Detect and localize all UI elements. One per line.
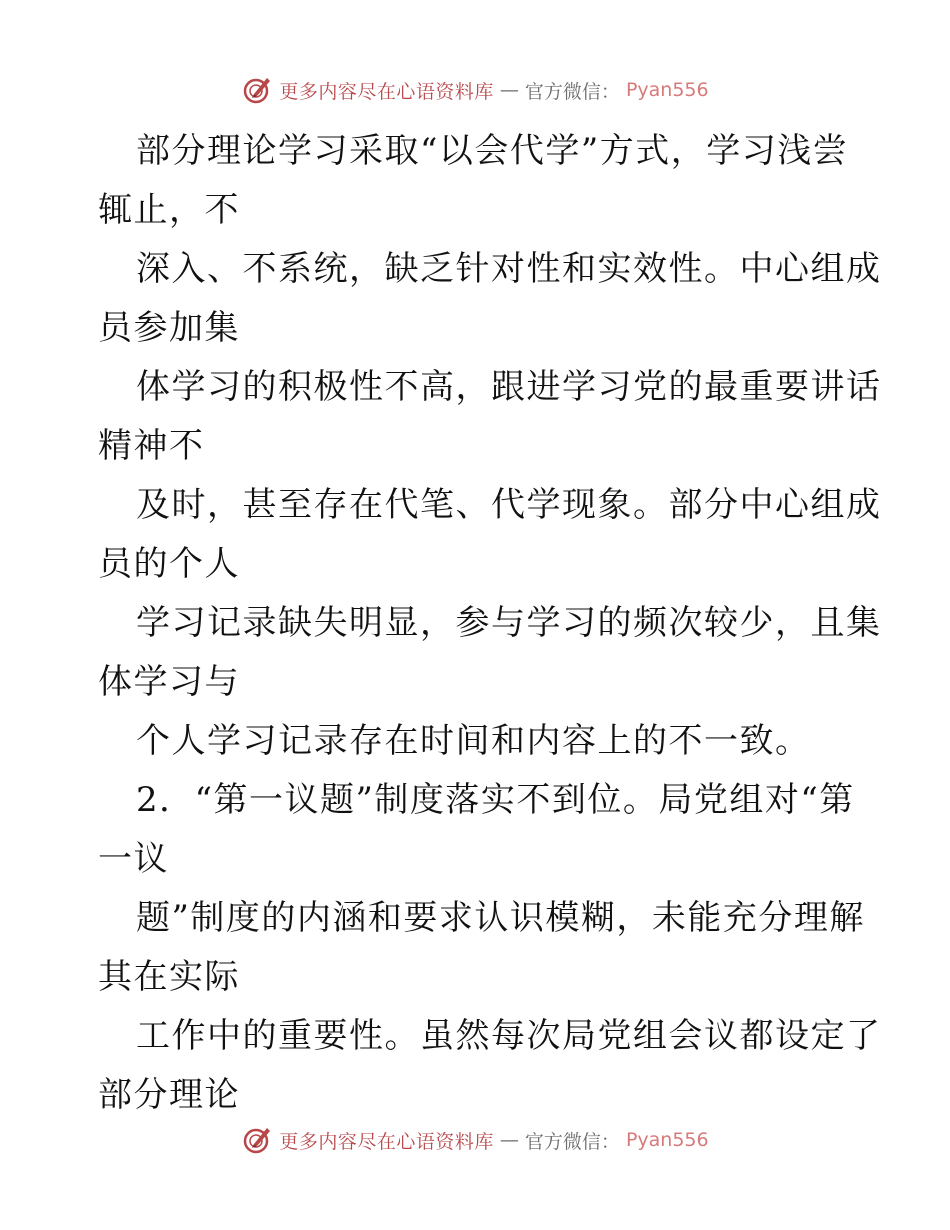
text-line: 题”制度的内涵和要求认识模糊，未能充分理解 xyxy=(136,898,865,938)
header-banner xyxy=(0,70,950,110)
text-line: 员参加集 xyxy=(98,308,240,348)
footer-dash: — xyxy=(499,1129,519,1151)
text-line: 部分理论学习采取“以会代学”方式，学习浅尝 xyxy=(136,131,849,171)
footer-contact-id: Pyan556 xyxy=(625,1129,709,1151)
text-line: 体学习的积极性不高，跟进学习党的最重要讲话 xyxy=(136,367,882,407)
header-contact-id: Pyan556 xyxy=(625,79,709,101)
text-line: 其在实际 xyxy=(98,957,240,997)
footer-banner xyxy=(0,1120,950,1160)
text-line: 及时，甚至存在代笔、代学现象。部分中心组成 xyxy=(136,485,882,525)
footer-banner-inner xyxy=(241,1124,708,1156)
text-line: 精神不 xyxy=(98,426,205,466)
document-body xyxy=(98,122,882,1125)
header-contact-label: 官方微信： xyxy=(524,80,620,103)
text-line: 员的个人 xyxy=(98,544,240,584)
pen-logo-icon xyxy=(241,74,273,106)
text-line: 个人学习记录存在时间和内容上的不一致。 xyxy=(136,721,811,761)
footer-site-text: 更多内容尽在心语资料库 xyxy=(279,1130,494,1153)
pen-logo-icon xyxy=(241,1124,273,1156)
text-line: 学习记录缺失明显，参与学习的频次较少，且集 xyxy=(136,603,882,643)
header-dash: — xyxy=(499,79,519,101)
text-line: 辄止，不 xyxy=(98,190,240,230)
text-line: 2．“第一议题”制度落实不到位。局党组对“第 xyxy=(136,780,855,820)
text-line: 深入、不系统，缺乏针对性和实效性。中心组成 xyxy=(136,249,882,289)
text-line: 一议 xyxy=(98,839,169,879)
footer-contact-label: 官方微信： xyxy=(524,1130,620,1153)
text-line: 工作中的重要性。虽然每次局党组会议都设定了 xyxy=(136,1016,882,1056)
header-site-text: 更多内容尽在心语资料库 xyxy=(279,80,494,103)
header-banner-inner xyxy=(241,74,708,106)
text-line: 体学习与 xyxy=(98,662,240,702)
text-line: 部分理论 xyxy=(98,1075,240,1115)
